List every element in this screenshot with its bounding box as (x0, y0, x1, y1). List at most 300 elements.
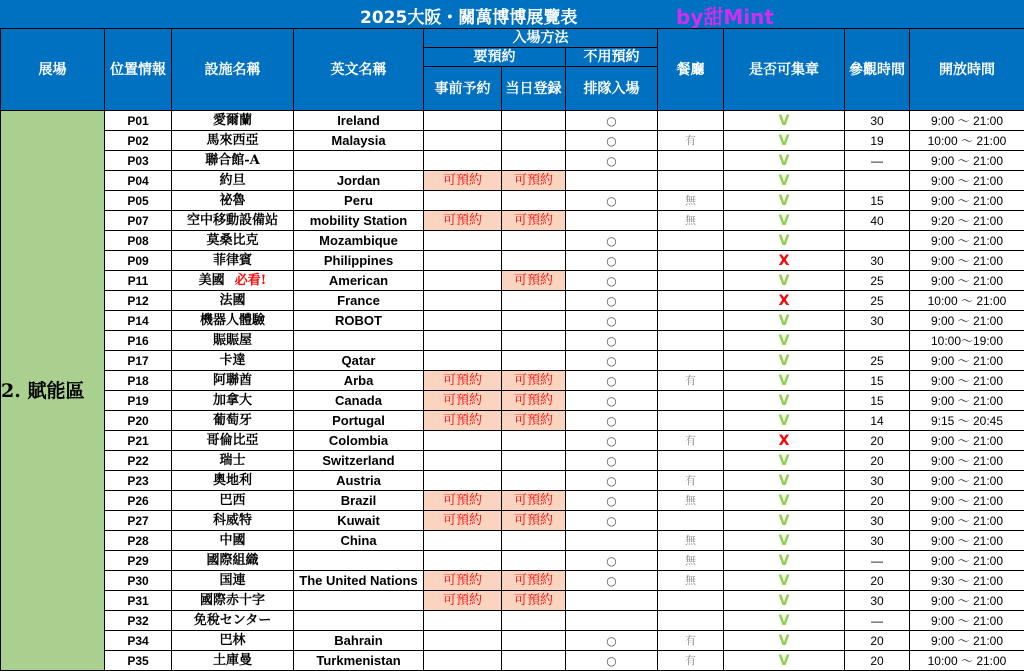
queue-cell[interactable] (566, 591, 658, 611)
english-name-cell[interactable]: Malaysia (294, 131, 424, 151)
opening-hours-cell[interactable]: 10:00 ～ 21:00 (910, 291, 1024, 311)
position-cell[interactable]: P07 (105, 211, 172, 231)
facility-name-cell[interactable]: 菲律賓 (172, 251, 294, 271)
opening-hours-cell[interactable]: 9:00 ～ 21:00 (910, 431, 1024, 451)
table-row[interactable] (1, 471, 1024, 491)
opening-hours-cell[interactable]: 9:00 ～ 21:00 (910, 551, 1024, 571)
advance-cell[interactable] (424, 191, 502, 211)
advance-cell[interactable] (424, 151, 502, 171)
same-day-cell[interactable] (502, 651, 566, 671)
facility-name-cell[interactable]: 聯合館-A (172, 151, 294, 171)
stamp-cell[interactable]: V (724, 351, 845, 371)
english-name-cell[interactable]: Mozambique (294, 231, 424, 251)
english-name-cell[interactable]: Ireland (294, 111, 424, 131)
english-name-cell[interactable]: Switzerland (294, 451, 424, 471)
visit-time-cell[interactable]: 30 (845, 591, 910, 611)
stamp-cell[interactable]: V (724, 211, 845, 231)
table-row[interactable] (1, 651, 1024, 671)
visit-time-cell[interactable]: — (845, 551, 910, 571)
english-name-cell[interactable]: Austria (294, 471, 424, 491)
restaurant-cell[interactable] (658, 231, 724, 251)
stamp-cell[interactable]: V (724, 171, 845, 191)
table-row[interactable] (1, 291, 1024, 311)
english-name-cell[interactable]: mobility Station (294, 211, 424, 231)
facility-name-cell[interactable]: 空中移動設備站 (172, 211, 294, 231)
table-row[interactable] (1, 171, 1024, 191)
same-day-cell[interactable]: 可預約 (502, 171, 566, 191)
facility-name-cell[interactable]: 約旦 (172, 171, 294, 191)
advance-cell[interactable] (424, 351, 502, 371)
facility-name-cell[interactable]: 機器人體驗 (172, 311, 294, 331)
queue-cell[interactable]: ○ (566, 111, 658, 131)
same-day-cell[interactable] (502, 251, 566, 271)
queue-cell[interactable]: ○ (566, 491, 658, 511)
visit-time-cell[interactable]: 30 (845, 511, 910, 531)
facility-name-cell[interactable]: 奧地利 (172, 471, 294, 491)
english-name-cell[interactable]: Canada (294, 391, 424, 411)
restaurant-cell[interactable]: 無 (658, 551, 724, 571)
header-advance[interactable]: 事前予約 (424, 67, 502, 111)
header-restaurant[interactable]: 餐廳 (658, 29, 724, 111)
stamp-cell[interactable]: V (724, 131, 845, 151)
table-row[interactable] (1, 511, 1024, 531)
advance-cell[interactable] (424, 231, 502, 251)
stamp-cell[interactable]: V (724, 531, 845, 551)
visit-time-cell[interactable]: 20 (845, 651, 910, 671)
queue-cell[interactable]: ○ (566, 131, 658, 151)
english-name-cell[interactable] (294, 591, 424, 611)
visit-time-cell[interactable]: 14 (845, 411, 910, 431)
stamp-cell[interactable]: V (724, 191, 845, 211)
position-cell[interactable]: P21 (105, 431, 172, 451)
position-cell[interactable]: P01 (105, 111, 172, 131)
visit-time-cell[interactable] (845, 331, 910, 351)
queue-cell[interactable]: ○ (566, 291, 658, 311)
opening-hours-cell[interactable]: 9:00 ～ 21:00 (910, 631, 1024, 651)
queue-cell[interactable]: ○ (566, 151, 658, 171)
facility-name-cell[interactable]: 巴林 (172, 631, 294, 651)
facility-name-cell[interactable]: 國際赤十字 (172, 591, 294, 611)
advance-cell[interactable] (424, 651, 502, 671)
visit-time-cell[interactable]: 20 (845, 571, 910, 591)
advance-cell[interactable] (424, 451, 502, 471)
restaurant-cell[interactable] (658, 511, 724, 531)
facility-name-cell[interactable]: 愛爾蘭 (172, 111, 294, 131)
same-day-cell[interactable]: 可預約 (502, 491, 566, 511)
stamp-cell[interactable]: V (724, 331, 845, 351)
queue-cell[interactable]: ○ (566, 651, 658, 671)
queue-cell[interactable]: ○ (566, 631, 658, 651)
english-name-cell[interactable] (294, 611, 424, 631)
queue-cell[interactable] (566, 531, 658, 551)
header-queue[interactable]: 排隊入場 (566, 67, 658, 111)
visit-time-cell[interactable]: 20 (845, 431, 910, 451)
queue-cell[interactable]: ○ (566, 331, 658, 351)
header-same-day[interactable]: 当日登録 (502, 67, 566, 111)
table-row[interactable] (1, 131, 1024, 151)
stamp-cell[interactable]: V (724, 311, 845, 331)
facility-name-cell[interactable]: 法國 (172, 291, 294, 311)
visit-time-cell[interactable]: 25 (845, 291, 910, 311)
visit-time-cell[interactable]: — (845, 611, 910, 631)
same-day-cell[interactable]: 可預約 (502, 371, 566, 391)
queue-cell[interactable]: ○ (566, 191, 658, 211)
advance-cell[interactable]: 可預約 (424, 571, 502, 591)
stamp-cell[interactable]: V (724, 611, 845, 631)
stamp-cell[interactable]: V (724, 411, 845, 431)
english-name-cell[interactable]: Kuwait (294, 511, 424, 531)
restaurant-cell[interactable]: 無 (658, 531, 724, 551)
same-day-cell[interactable]: 可預約 (502, 511, 566, 531)
visit-time-cell[interactable]: 20 (845, 631, 910, 651)
visit-time-cell[interactable]: — (845, 151, 910, 171)
table-row[interactable] (1, 191, 1024, 211)
queue-cell[interactable] (566, 211, 658, 231)
opening-hours-cell[interactable]: 9:00 ～ 21:00 (910, 231, 1024, 251)
same-day-cell[interactable]: 可預約 (502, 591, 566, 611)
table-row[interactable] (1, 311, 1024, 331)
header-area[interactable]: 展場 (1, 29, 105, 111)
opening-hours-cell[interactable]: 9:00 ～ 21:00 (910, 611, 1024, 631)
queue-cell[interactable]: ○ (566, 231, 658, 251)
facility-name-cell[interactable]: 巴西 (172, 491, 294, 511)
opening-hours-cell[interactable]: 10:00～19:00 (910, 331, 1024, 351)
table-row[interactable] (1, 571, 1024, 591)
english-name-cell[interactable]: Qatar (294, 351, 424, 371)
same-day-cell[interactable] (502, 231, 566, 251)
stamp-cell[interactable]: V (724, 631, 845, 651)
advance-cell[interactable] (424, 631, 502, 651)
opening-hours-cell[interactable]: 9:00 ～ 21:00 (910, 391, 1024, 411)
advance-cell[interactable]: 可預約 (424, 511, 502, 531)
stamp-cell[interactable]: V (724, 151, 845, 171)
queue-cell[interactable]: ○ (566, 471, 658, 491)
visit-time-cell[interactable] (845, 231, 910, 251)
queue-cell[interactable]: ○ (566, 451, 658, 471)
facility-name-cell[interactable]: 中國 (172, 531, 294, 551)
facility-name-cell[interactable]: 阿聯酋 (172, 371, 294, 391)
table-row[interactable] (1, 351, 1024, 371)
advance-cell[interactable]: 可預約 (424, 491, 502, 511)
visit-time-cell[interactable] (845, 171, 910, 191)
stamp-cell[interactable]: V (724, 271, 845, 291)
position-cell[interactable]: P18 (105, 371, 172, 391)
same-day-cell[interactable] (502, 151, 566, 171)
stamp-cell[interactable]: V (724, 391, 845, 411)
header-stamp[interactable]: 是否可集章 (724, 29, 845, 111)
restaurant-cell[interactable] (658, 451, 724, 471)
same-day-cell[interactable] (502, 471, 566, 491)
position-cell[interactable]: P12 (105, 291, 172, 311)
header-position[interactable]: 位置情報 (105, 29, 172, 111)
advance-cell[interactable] (424, 271, 502, 291)
visit-time-cell[interactable]: 30 (845, 311, 910, 331)
header-visit-time[interactable]: 參觀時間 (845, 29, 910, 111)
table-row[interactable] (1, 631, 1024, 651)
advance-cell[interactable]: 可預約 (424, 211, 502, 231)
same-day-cell[interactable]: 可預約 (502, 411, 566, 431)
restaurant-cell[interactable] (658, 251, 724, 271)
same-day-cell[interactable] (502, 451, 566, 471)
queue-cell[interactable]: ○ (566, 411, 658, 431)
english-name-cell[interactable]: Portugal (294, 411, 424, 431)
restaurant-cell[interactable] (658, 391, 724, 411)
queue-cell[interactable]: ○ (566, 571, 658, 591)
english-name-cell[interactable]: Brazil (294, 491, 424, 511)
stamp-cell[interactable]: V (724, 491, 845, 511)
opening-hours-cell[interactable]: 9:00 ～ 21:00 (910, 491, 1024, 511)
same-day-cell[interactable] (502, 611, 566, 631)
visit-time-cell[interactable]: 25 (845, 351, 910, 371)
restaurant-cell[interactable] (658, 411, 724, 431)
opening-hours-cell[interactable]: 9:00 ～ 21:00 (910, 151, 1024, 171)
position-cell[interactable]: P28 (105, 531, 172, 551)
position-cell[interactable]: P32 (105, 611, 172, 631)
stamp-cell[interactable]: V (724, 451, 845, 471)
opening-hours-cell[interactable]: 9:00 ～ 21:00 (910, 251, 1024, 271)
position-cell[interactable]: P30 (105, 571, 172, 591)
position-cell[interactable]: P29 (105, 551, 172, 571)
english-name-cell[interactable] (294, 151, 424, 171)
advance-cell[interactable] (424, 251, 502, 271)
english-name-cell[interactable]: Arba (294, 371, 424, 391)
facility-name-cell[interactable]: 土庫曼 (172, 651, 294, 671)
english-name-cell[interactable]: Colombia (294, 431, 424, 451)
position-cell[interactable]: P03 (105, 151, 172, 171)
stamp-cell[interactable]: V (724, 571, 845, 591)
table-row[interactable] (1, 231, 1024, 251)
english-name-cell[interactable] (294, 331, 424, 351)
queue-cell[interactable]: ○ (566, 431, 658, 451)
opening-hours-cell[interactable]: 10:00 ～ 21:00 (910, 131, 1024, 151)
facility-name-cell[interactable]: 馬來西亞 (172, 131, 294, 151)
table-row[interactable] (1, 591, 1024, 611)
facility-name-cell[interactable]: 哥倫比亞 (172, 431, 294, 451)
english-name-cell[interactable]: Peru (294, 191, 424, 211)
position-cell[interactable]: P27 (105, 511, 172, 531)
same-day-cell[interactable] (502, 531, 566, 551)
visit-time-cell[interactable]: 30 (845, 531, 910, 551)
english-name-cell[interactable]: The United Nations (294, 571, 424, 591)
same-day-cell[interactable] (502, 131, 566, 151)
english-name-cell[interactable]: American (294, 271, 424, 291)
facility-name-cell[interactable]: 祕魯 (172, 191, 294, 211)
header-facility-name[interactable]: 設施名稱 (172, 29, 294, 111)
advance-cell[interactable] (424, 531, 502, 551)
position-cell[interactable]: P23 (105, 471, 172, 491)
restaurant-cell[interactable]: 有 (658, 131, 724, 151)
table-row[interactable] (1, 251, 1024, 271)
opening-hours-cell[interactable]: 9:20 ～ 21:00 (910, 211, 1024, 231)
opening-hours-cell[interactable]: 9:00 ～ 21:00 (910, 191, 1024, 211)
position-cell[interactable]: P26 (105, 491, 172, 511)
visit-time-cell[interactable]: 40 (845, 211, 910, 231)
stamp-cell[interactable]: X (724, 251, 845, 271)
visit-time-cell[interactable]: 30 (845, 251, 910, 271)
restaurant-cell[interactable] (658, 171, 724, 191)
visit-time-cell[interactable]: 15 (845, 191, 910, 211)
same-day-cell[interactable] (502, 631, 566, 651)
table-row[interactable] (1, 391, 1024, 411)
restaurant-cell[interactable]: 有 (658, 651, 724, 671)
restaurant-cell[interactable] (658, 311, 724, 331)
opening-hours-cell[interactable]: 9:00 ～ 21:00 (910, 531, 1024, 551)
header-no-reservation[interactable]: 不用預約 (566, 48, 658, 67)
position-cell[interactable]: P34 (105, 631, 172, 651)
position-cell[interactable]: P19 (105, 391, 172, 411)
opening-hours-cell[interactable]: 9:30 ～ 21:00 (910, 571, 1024, 591)
position-cell[interactable]: P14 (105, 311, 172, 331)
stamp-cell[interactable]: V (724, 511, 845, 531)
facility-name-cell[interactable]: 卡達 (172, 351, 294, 371)
opening-hours-cell[interactable]: 9:00 ～ 21:00 (910, 511, 1024, 531)
area-cell[interactable]: 2. 賦能區 (1, 111, 105, 671)
visit-time-cell[interactable]: 20 (845, 451, 910, 471)
facility-name-cell[interactable]: 國際組織 (172, 551, 294, 571)
header-english-name[interactable]: 英文名稱 (294, 29, 424, 111)
stamp-cell[interactable]: V (724, 231, 845, 251)
header-reservation-required[interactable]: 要預約 (424, 48, 566, 67)
same-day-cell[interactable]: 可預約 (502, 391, 566, 411)
advance-cell[interactable]: 可預約 (424, 411, 502, 431)
restaurant-cell[interactable]: 無 (658, 191, 724, 211)
position-cell[interactable]: P02 (105, 131, 172, 151)
english-name-cell[interactable]: France (294, 291, 424, 311)
english-name-cell[interactable]: Philippines (294, 251, 424, 271)
table-row[interactable] (1, 611, 1024, 631)
stamp-cell[interactable]: X (724, 431, 845, 451)
opening-hours-cell[interactable]: 9:00 ～ 21:00 (910, 111, 1024, 131)
restaurant-cell[interactable]: 有 (658, 471, 724, 491)
advance-cell[interactable] (424, 611, 502, 631)
opening-hours-cell[interactable]: 9:00 ～ 21:00 (910, 351, 1024, 371)
same-day-cell[interactable] (502, 551, 566, 571)
position-cell[interactable]: P20 (105, 411, 172, 431)
table-row[interactable] (1, 371, 1024, 391)
stamp-cell[interactable]: V (724, 471, 845, 491)
table-row[interactable] (1, 211, 1024, 231)
advance-cell[interactable]: 可預約 (424, 591, 502, 611)
english-name-cell[interactable]: ROBOT (294, 311, 424, 331)
english-name-cell[interactable] (294, 551, 424, 571)
queue-cell[interactable]: ○ (566, 511, 658, 531)
header-entry-method[interactable]: 入場方法 (424, 29, 658, 48)
queue-cell[interactable] (566, 171, 658, 191)
facility-name-cell[interactable]: 国連 (172, 571, 294, 591)
facility-name-cell[interactable]: 免稅センター (172, 611, 294, 631)
table-row[interactable] (1, 271, 1024, 291)
same-day-cell[interactable] (502, 431, 566, 451)
opening-hours-cell[interactable]: 9:15 ～ 20:45 (910, 411, 1024, 431)
advance-cell[interactable]: 可預約 (424, 171, 502, 191)
advance-cell[interactable] (424, 331, 502, 351)
restaurant-cell[interactable] (658, 611, 724, 631)
table-row[interactable] (1, 151, 1024, 171)
restaurant-cell[interactable] (658, 271, 724, 291)
english-name-cell[interactable]: Turkmenistan (294, 651, 424, 671)
same-day-cell[interactable] (502, 351, 566, 371)
facility-name-cell[interactable]: 科威特 (172, 511, 294, 531)
table-row[interactable] (1, 111, 1024, 131)
table-row[interactable] (1, 431, 1024, 451)
facility-name-cell[interactable]: 加拿大 (172, 391, 294, 411)
opening-hours-cell[interactable]: 9:00 ～ 21:00 (910, 371, 1024, 391)
restaurant-cell[interactable]: 無 (658, 211, 724, 231)
advance-cell[interactable] (424, 311, 502, 331)
opening-hours-cell[interactable]: 9:00 ～ 21:00 (910, 451, 1024, 471)
same-day-cell[interactable] (502, 291, 566, 311)
stamp-cell[interactable]: V (724, 111, 845, 131)
advance-cell[interactable] (424, 131, 502, 151)
advance-cell[interactable] (424, 471, 502, 491)
advance-cell[interactable] (424, 431, 502, 451)
advance-cell[interactable] (424, 111, 502, 131)
position-cell[interactable]: P17 (105, 351, 172, 371)
position-cell[interactable]: P16 (105, 331, 172, 351)
queue-cell[interactable]: ○ (566, 271, 658, 291)
same-day-cell[interactable] (502, 191, 566, 211)
facility-name-cell[interactable]: 葡萄牙 (172, 411, 294, 431)
position-cell[interactable]: P11 (105, 271, 172, 291)
facility-name-cell[interactable] (172, 271, 294, 291)
queue-cell[interactable]: ○ (566, 551, 658, 571)
restaurant-cell[interactable]: 有 (658, 431, 724, 451)
position-cell[interactable]: P05 (105, 191, 172, 211)
opening-hours-cell[interactable]: 9:00 ～ 21:00 (910, 271, 1024, 291)
restaurant-cell[interactable] (658, 591, 724, 611)
stamp-cell[interactable]: V (724, 651, 845, 671)
facility-name-cell[interactable]: 莫桑比克 (172, 231, 294, 251)
english-name-cell[interactable]: Jordan (294, 171, 424, 191)
restaurant-cell[interactable]: 有 (658, 371, 724, 391)
facility-name-cell[interactable]: 瑞士 (172, 451, 294, 471)
visit-time-cell[interactable]: 15 (845, 391, 910, 411)
table-row[interactable] (1, 491, 1024, 511)
restaurant-cell[interactable]: 有 (658, 631, 724, 651)
table-row[interactable] (1, 451, 1024, 471)
visit-time-cell[interactable]: 20 (845, 491, 910, 511)
english-name-cell[interactable]: China (294, 531, 424, 551)
same-day-cell[interactable] (502, 331, 566, 351)
restaurant-cell[interactable] (658, 351, 724, 371)
restaurant-cell[interactable] (658, 151, 724, 171)
table-row[interactable] (1, 411, 1024, 431)
queue-cell[interactable]: ○ (566, 311, 658, 331)
visit-time-cell[interactable]: 15 (845, 371, 910, 391)
position-cell[interactable]: P22 (105, 451, 172, 471)
advance-cell[interactable] (424, 291, 502, 311)
opening-hours-cell[interactable]: 9:00 ～ 21:00 (910, 471, 1024, 491)
visit-time-cell[interactable]: 30 (845, 471, 910, 491)
visit-time-cell[interactable]: 25 (845, 271, 910, 291)
stamp-cell[interactable]: V (724, 591, 845, 611)
queue-cell[interactable] (566, 611, 658, 631)
restaurant-cell[interactable]: 無 (658, 491, 724, 511)
position-cell[interactable]: P35 (105, 651, 172, 671)
queue-cell[interactable]: ○ (566, 351, 658, 371)
opening-hours-cell[interactable]: 9:00 ～ 21:00 (910, 171, 1024, 191)
position-cell[interactable]: P09 (105, 251, 172, 271)
restaurant-cell[interactable] (658, 111, 724, 131)
stamp-cell[interactable]: X (724, 291, 845, 311)
position-cell[interactable]: P04 (105, 171, 172, 191)
table-row[interactable] (1, 531, 1024, 551)
queue-cell[interactable]: ○ (566, 371, 658, 391)
position-cell[interactable]: P31 (105, 591, 172, 611)
stamp-cell[interactable]: V (724, 371, 845, 391)
advance-cell[interactable]: 可預約 (424, 391, 502, 411)
restaurant-cell[interactable]: 無 (658, 571, 724, 591)
